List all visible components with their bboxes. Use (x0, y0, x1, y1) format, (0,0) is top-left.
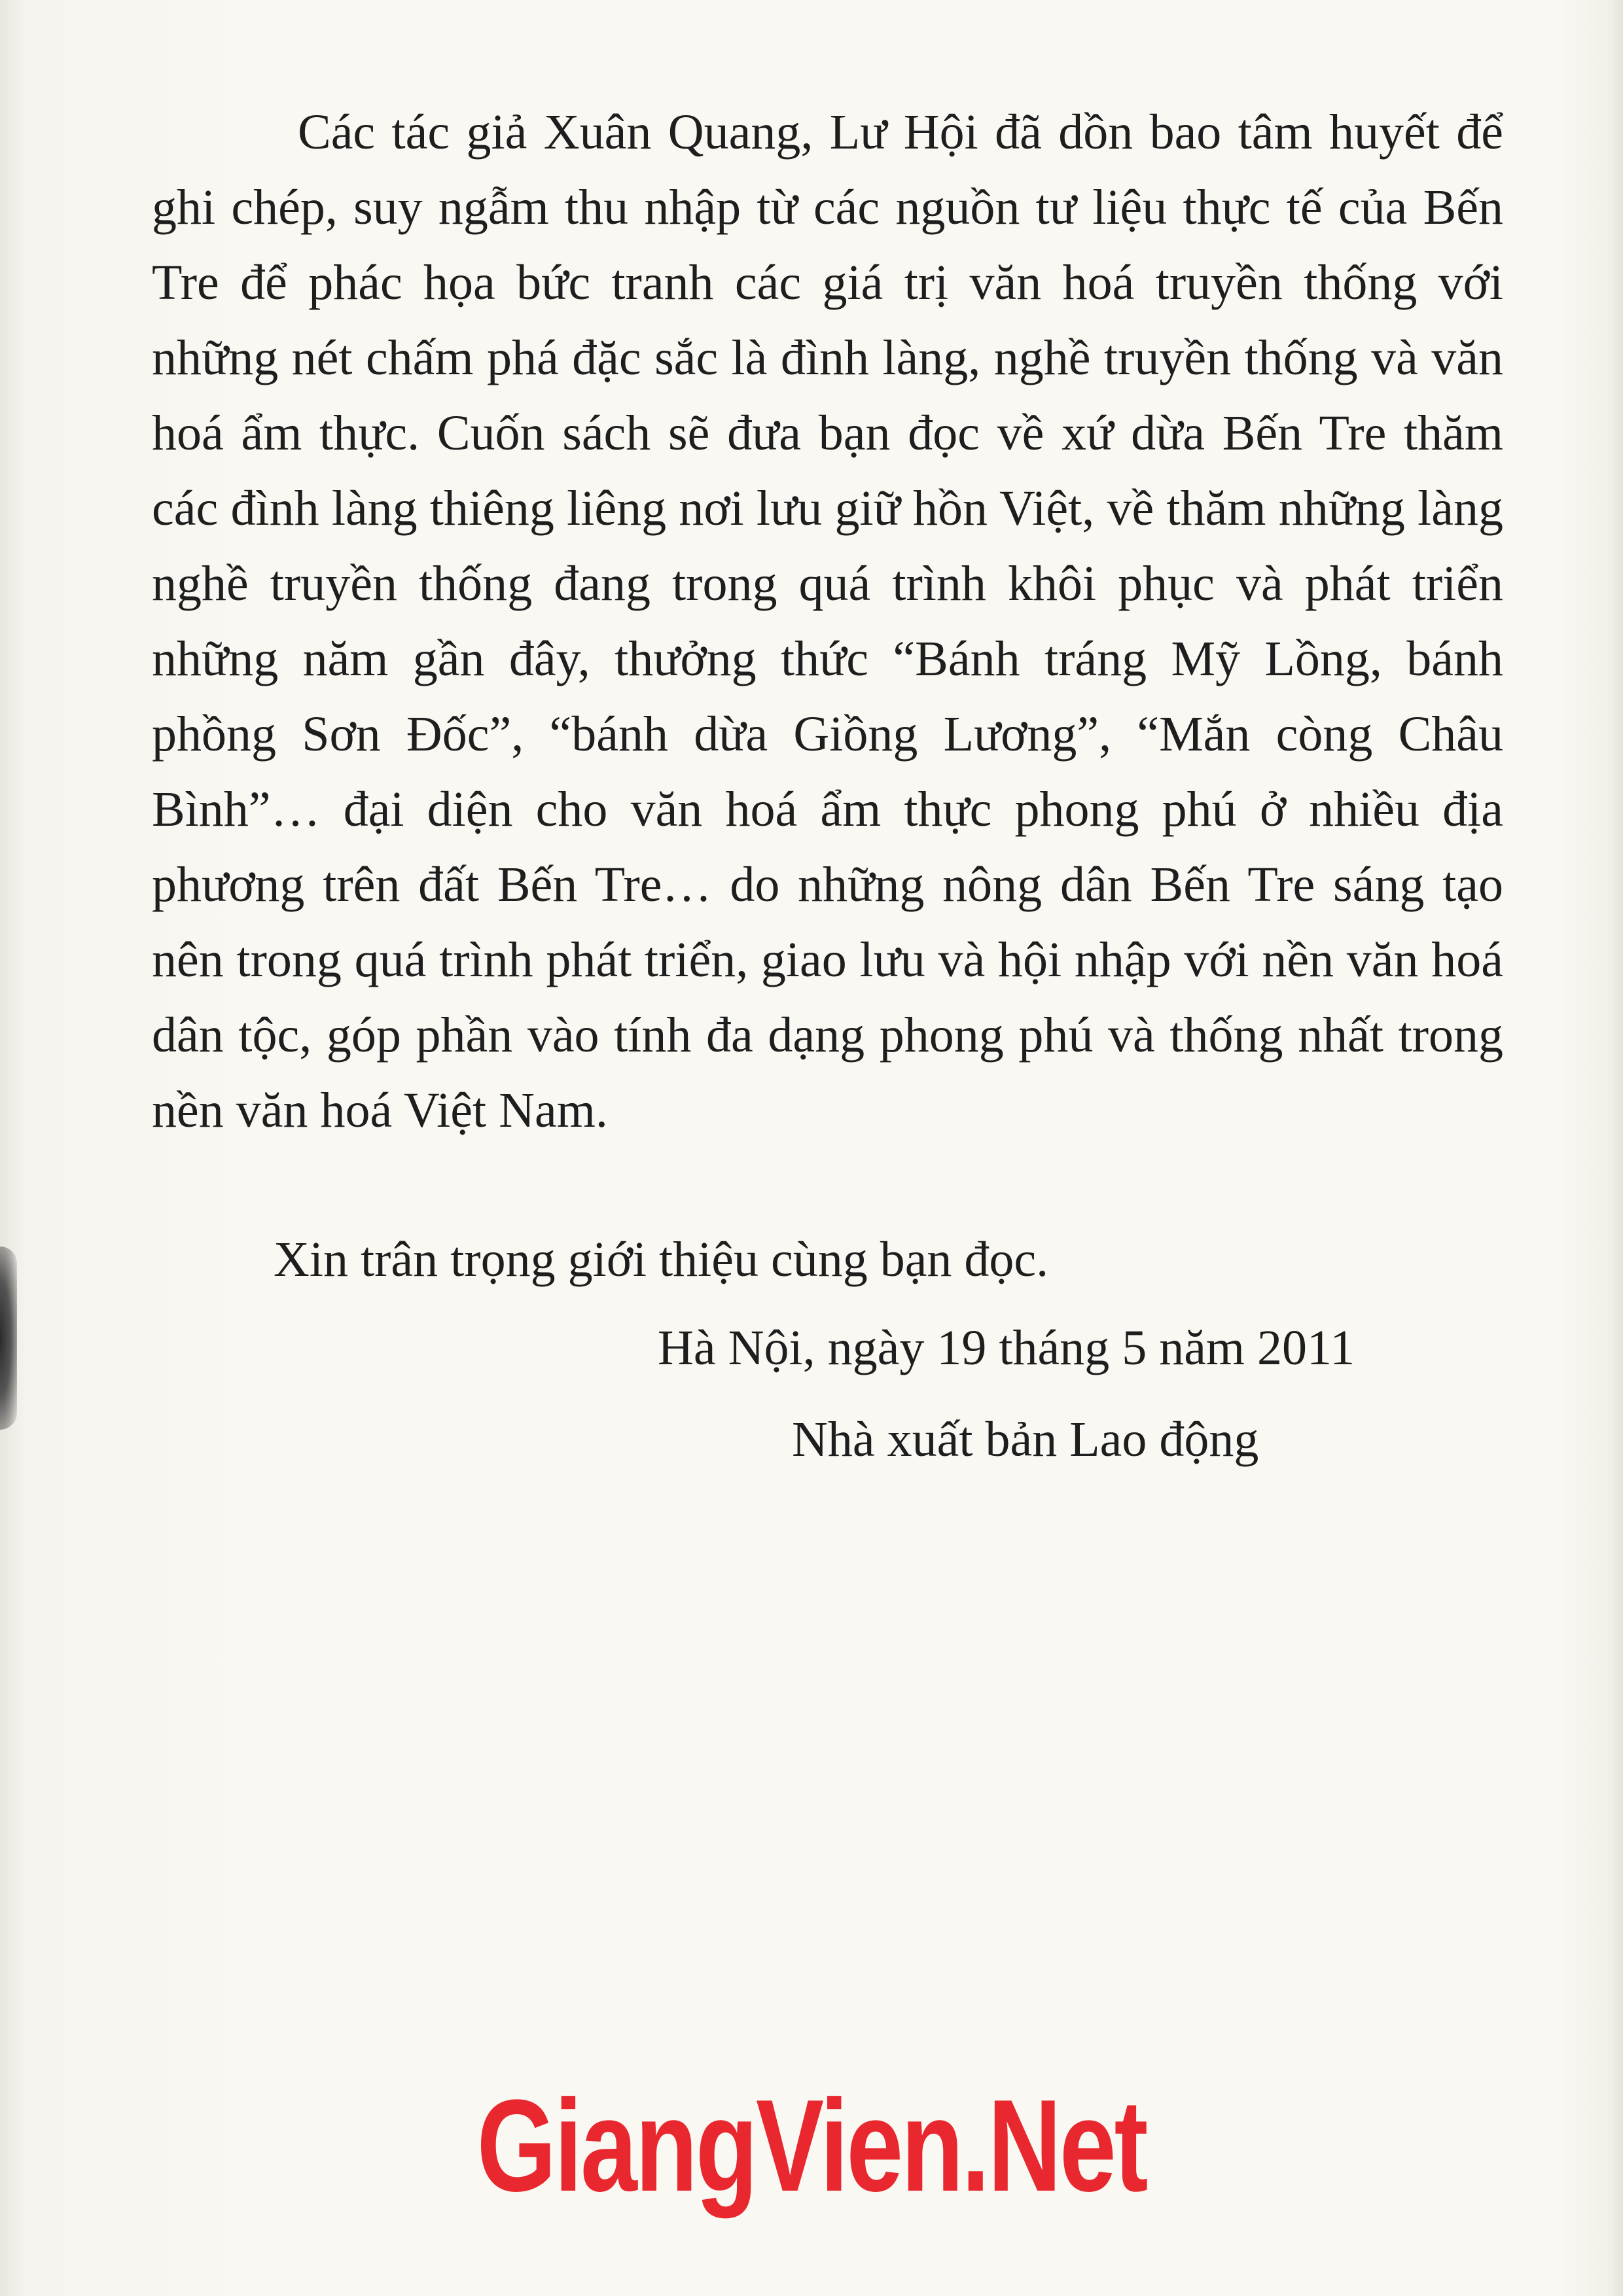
date-line: Hà Nội, ngày 19 tháng 5 năm 2011 (658, 1320, 1355, 1375)
binding-mark (0, 1246, 17, 1430)
closing-line: Xin trân trọng giới thiệu cùng bạn đọc. (274, 1232, 1049, 1287)
watermark-text: GiangVien.Net (476, 2073, 1147, 2219)
body-paragraph: Các tác giả Xuân Quang, Lư Hội đã dồn bao tâm huyết để ghi chép, suy ngẫm thu nhập từ các nguồn tư liệu thực tế của Bến Tre để phác họa bức tranh các giá trị văn hoá truyền thống với những nét chấm phá đặc sắc là đình làng, nghề truyền thống và văn hoá ẩm thực. Cuốn sách sẽ đưa bạn đọc về xứ dừa Bến Tre thăm các đình làng thiêng liêng nơi lưu giữ hồn Việt, về thăm những làng nghề truyền thống đang trong quá trình khôi phục và phát triển những năm gần đây, thưởng thức “Bánh tráng Mỹ Lồng, bánh phồng Sơn Đốc”, “bánh dừa Giồng Lương”, “Mắn còng Châu Bình”… đại diện cho văn hoá ẩm thực phong phú ở nhiều địa phương trên đất Bến Tre… do những nông dân Bến Tre sáng tạo nên trong quá trình phát triển, giao lưu và hội nhập với nền văn hoá dân tộc, góp phần vào tính đa dạng phong phú và thống nhất trong nền văn hoá Việt Nam. (152, 105, 1503, 1138)
publisher-signature: Nhà xuất bản Lao động (792, 1412, 1259, 1467)
